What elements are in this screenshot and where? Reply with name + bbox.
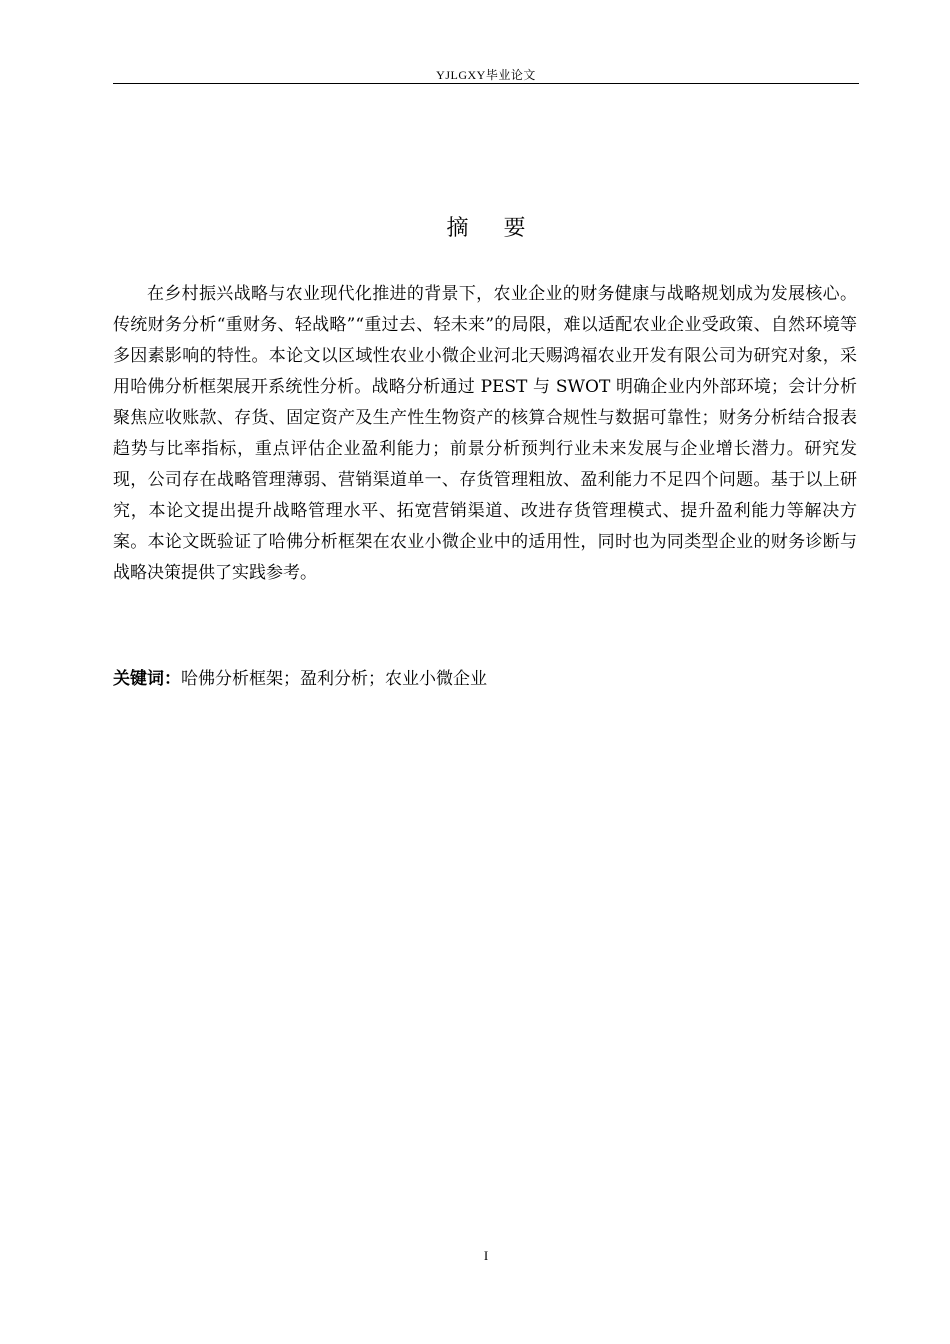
keywords-value: 哈佛分析框架；盈利分析；农业小微企业	[181, 669, 487, 689]
page-number: I	[483, 1248, 489, 1263]
keywords-label: 关键词：	[113, 669, 181, 689]
header-divider	[113, 83, 859, 84]
keywords-line	[113, 664, 857, 695]
abstract-paragraph: 在乡村振兴战略与农业现代化推进的背景下，农业企业的财务健康与战略规划成为发展核心。传统财务分析“重财务、轻战略”“重过去、轻未来”的局限，难以适配农业企业受政策、自然环境等多因素影响的特性。本论文以区域性农业小微企业河北天赐鸿福农业开发有限公司为研究对象，采用哈佛分析框架展开系统性分析。战略分析通过 PEST 与 SWOT 明确企业内外部环境；会计分析聚焦应收账款、存货、固定资产及生产性生物资产的核算合规性与数据可靠性；财务分析结合报表趋势与比率指标，重点评估企业盈利能力；前景分析预判行业未来发展与企业增长潜力。研究发现，公司存在战略管理薄弱、营销渠道单一、存货管理粗放、盈利能力不足四个问题。基于以上研究，本论文提出提升战略管理水平、拓宽营销渠道、改进存货管理模式、提升盈利能力等解决方案。本论文既验证了哈佛分析框架在农业小微企业中的适用性，同时也为同类型企业的财务诊断与战略决策提供了实践参考。	[113, 284, 857, 583]
abstract-title: 摘 要	[446, 216, 540, 241]
running-header: YJLGXY毕业论文	[436, 68, 536, 82]
